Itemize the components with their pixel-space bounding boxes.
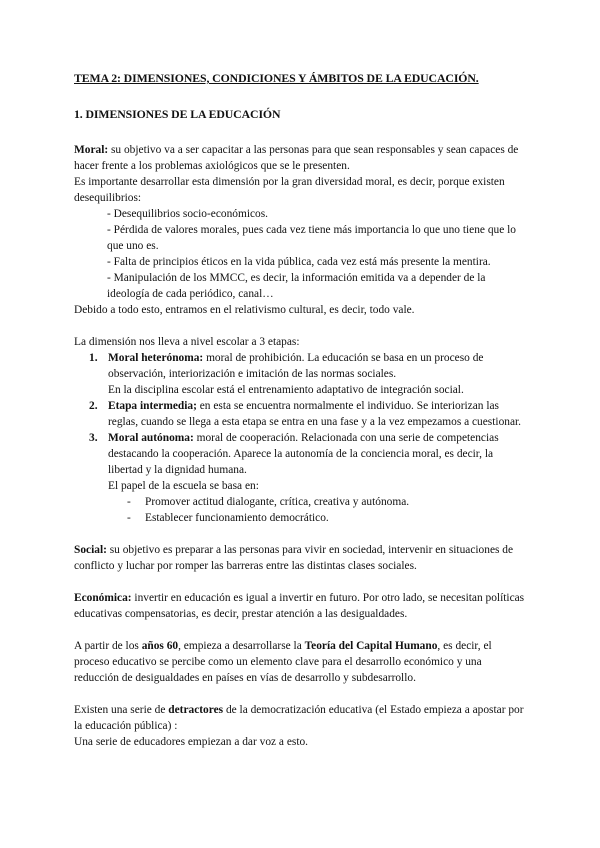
anos-paragraph <box>74 638 526 686</box>
social-paragraph <box>74 542 526 574</box>
social-text: su objetivo es preparar a las personas para vivir en sociedad, intervenir en situaciones de conflicto y luchar por romper las barreras entre las distintas clases sociales. <box>74 544 514 572</box>
list-item <box>74 398 526 430</box>
stages-intro: La dimensión nos lleva a nivel escolar a 3 etapas: <box>74 336 300 348</box>
dash-bullet: - <box>127 496 131 508</box>
detractores-line2: Una serie de educadores empiezan a dar voz a esto. <box>74 736 309 748</box>
moral-text: su objetivo va a ser capacitar a las personas para que sean responsables y sean capaces de hacer frente a los problemas axiológicos que se le presenten. <box>74 144 519 172</box>
stage-extra: El papel de la escuela se basa en: <box>108 480 259 492</box>
list-number: 2. <box>89 400 98 412</box>
section-heading: 1. DIMENSIONES DE LA EDUCACIÓN <box>74 107 281 121</box>
stage-text: moral de prohibición. La educación se basa en un proceso de observación, interiorización e imitación de las normas sociales. <box>108 352 484 380</box>
list-item: - Falta de principios éticos en la vida pública, cada vez está más presente la mentira. <box>107 256 491 268</box>
stage-label: Moral heterónoma: <box>108 352 204 364</box>
list-item: - Manipulación de los MMCC, es decir, la información emitida va a depender de la ideología de cada periódico, canal… <box>107 272 486 300</box>
imbalance-list <box>74 206 526 302</box>
list-item <box>74 430 526 526</box>
document-page <box>74 70 526 750</box>
text-span: , empieza a desarrollarse la <box>178 640 305 652</box>
list-item <box>74 350 526 398</box>
moral-paragraph-2: Es importante desarrollar esta dimensión por la gran diversidad moral, es decir, porque existen desequilibrios: <box>74 176 505 204</box>
stages-list <box>74 350 526 526</box>
list-number: 3. <box>89 432 98 444</box>
text-span: A partir de los <box>74 640 142 652</box>
stage-label: Moral autónoma: <box>108 432 194 444</box>
stage-text: en esta se encuentra normalmente el individuo. Se interiorizan las reglas, cuando se llega a esta etapa se entra en una fase y a la vez empezamos a cuestionar. <box>108 400 522 428</box>
moral-conclusion: Debido a todo esto, entramos en el relativismo cultural, es decir, todo vale. <box>74 304 415 316</box>
bold-term: Teoría del Capital Humano <box>304 640 438 652</box>
economica-paragraph <box>74 590 526 622</box>
list-item-text: Establecer funcionamiento democrático. <box>145 512 329 524</box>
bold-term: años 60 <box>141 640 179 652</box>
list-item <box>108 494 526 510</box>
list-item-text: Promover actitud dialogante, crítica, creativa y autónoma. <box>145 496 410 508</box>
economica-text: invertir en educación es igual a invertir en futuro. Por otro lado, se necesitan políticas educativas compensatorias, es decir, prestar atención a las desigualdades. <box>74 592 525 620</box>
text-span: , es decir, el proceso educativo se percibe como un elemento clave para el desarrollo económico y una reducción de desigualdades en países en vías de desarrollo y subdesarrollo. <box>74 640 492 684</box>
moral-paragraph <box>74 142 526 174</box>
moral-label: Moral: <box>74 144 109 156</box>
detractores-paragraph <box>74 702 526 734</box>
stage-extra: En la disciplina escolar está el entrenamiento adaptativo de integración social. <box>108 384 464 396</box>
list-item: - Pérdida de valores morales, pues cada vez tiene más importancia lo que uno tiene que lo que uno es. <box>107 224 516 252</box>
school-role-list <box>108 494 526 526</box>
list-item: - Desequilibrios socio-económicos. <box>107 208 269 220</box>
dash-bullet: - <box>127 512 131 524</box>
list-number: 1. <box>89 352 98 364</box>
text-span: Existen una serie de <box>74 704 169 716</box>
stage-label: Etapa intermedia; <box>108 400 197 412</box>
document-title: TEMA 2: DIMENSIONES, CONDICIONES Y ÁMBITOS DE LA EDUCACIÓN. <box>74 71 479 85</box>
social-label: Social: <box>74 544 107 556</box>
economica-label: Económica: <box>74 592 132 604</box>
stage-text: moral de cooperación. Relacionada con una serie de competencias destacando la cooperación. Aparece la autonomía de la conciencia moral, es decir, la libertad y la dignidad humana. <box>108 432 499 476</box>
text-span: de la democratización educativa (el Estado empieza a apostar por la educación pública) : <box>74 704 524 732</box>
bold-term: detractores <box>168 704 224 716</box>
list-item <box>108 510 526 526</box>
